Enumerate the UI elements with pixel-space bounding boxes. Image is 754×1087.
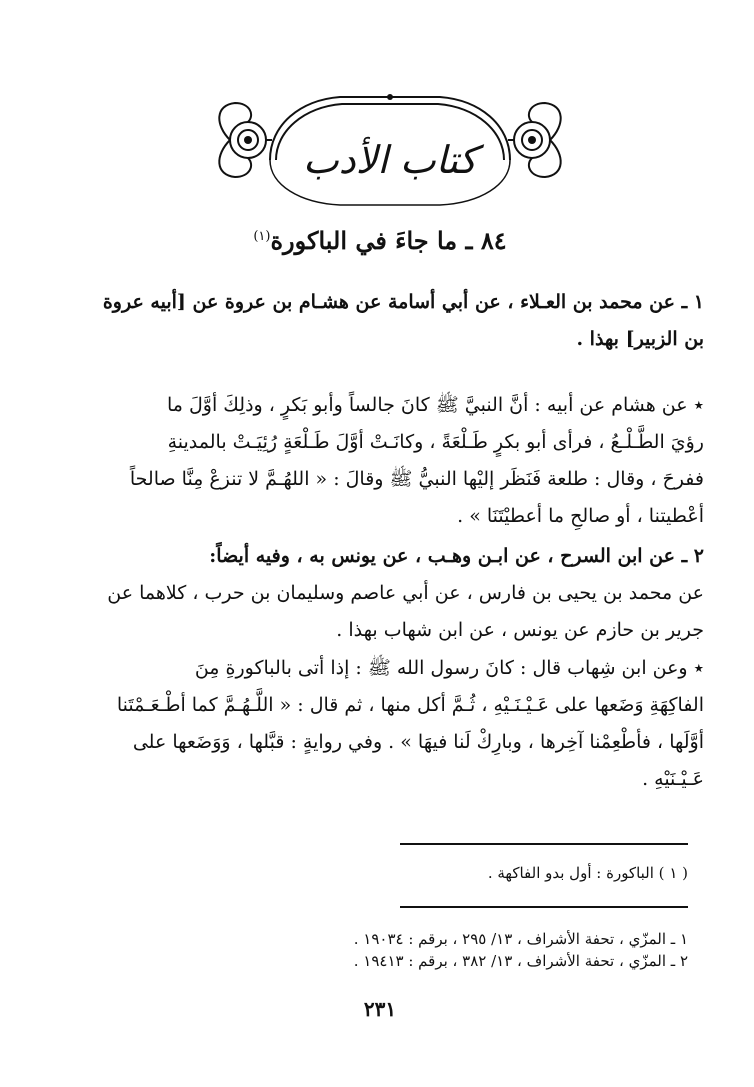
chapter-title: ٨٤ ـ ما جاءَ في الباكورة [270,226,507,255]
book-title: كتاب الأدب [303,138,477,182]
footnote: ( ١ ) الباكورة : أول بدو الفاكهة . [487,864,688,882]
hadith-line: عَـيْـنَيْهِ . [642,768,704,790]
hadith-line: أعْطيتنا ، أو صالحِ ما أعطيْتَنَا » . [457,505,704,527]
chapter-footnote-ref: (١) [253,229,271,244]
hadith-1-text [78,387,704,535]
hadith-2-text [78,650,704,798]
hadith-line: ١ ـ عن محمد بن العـلاء ، عن أبي أسامة عن هشـام بن عروة عن [أبيه عروة [102,291,704,313]
hadith-line: ٢ ـ عن ابن السرح ، عن ابـن وهـب ، عن يونس به ، وفيه أيضاً: [209,545,704,567]
page-number: ٢٣١ [363,997,397,1021]
references-list [300,928,688,972]
hadith-line: أوَّلَها ، فأطْعِمْنا آخِرها ، وبارِكْ لَنا فيهَا » . وفي روايةٍ : قبَّلها ، وَوَضَعها على [132,731,704,753]
hadith-line: ٭ عن هشام عن أبيه : أنَّ النبيَّ ﷺ كانَ جالساً وأبو بَكرٍ ، وذلِكَ أوَّلَ ما [166,394,704,416]
reference-item: ١ ـ المزّي ، تحفة الأشراف ، ١٣/ ٢٩٥ ، برقم : ١٩٠٣٤ . [353,930,688,948]
hadith-line: الفاكِهَةِ وَضَعها على عَـيْـنَـيْهِ ، ثُـمَّ أكل منها ، ثم قال : « اللَّـهُـمَّ كما أطْـعَـمْتَنا [116,694,704,716]
hadith-2 [78,538,704,649]
hadith-line: بن الزبير] بهذا . [576,328,704,350]
references-divider [400,906,688,908]
hadith-line: جرير بن حازم عن يونس ، عن ابن شهاب بهذا . [336,619,704,641]
hadith-line: ففرحَ ، وقال : طلعة فَنَظَر إليْها النبيُّ ﷺ وقالَ : « اللهُـمَّ لا تنزعْ مِنَّا صالحاً [129,468,704,490]
hadith-line: رؤيَ الطَّـلْـعُ ، فرأى أبو بكرٍ طَـلْعَةً ، وكانَـتْ أوَّلَ طَـلْعَةٍ رُئِيَـتْ بالمدينةِ [167,431,704,453]
reference-item: ٢ ـ المزّي ، تحفة الأشراف ، ١٣/ ٣٨٢ ، برقم : ١٩٤١٣ . [353,952,688,970]
chapter-heading [180,226,580,255]
footnote-divider [400,843,688,845]
hadith-line: ٭ وعن ابن شِهاب قال : كانَ رسول الله ﷺ : إذا أتى بالباكورةِ مِنَ [194,657,704,679]
hadith-line: عن محمد بن يحيى بن فارس ، عن أبي عاصم وسليمان بن حرب ، كلاهما عن [107,582,704,604]
hadith-1 [78,284,704,358]
